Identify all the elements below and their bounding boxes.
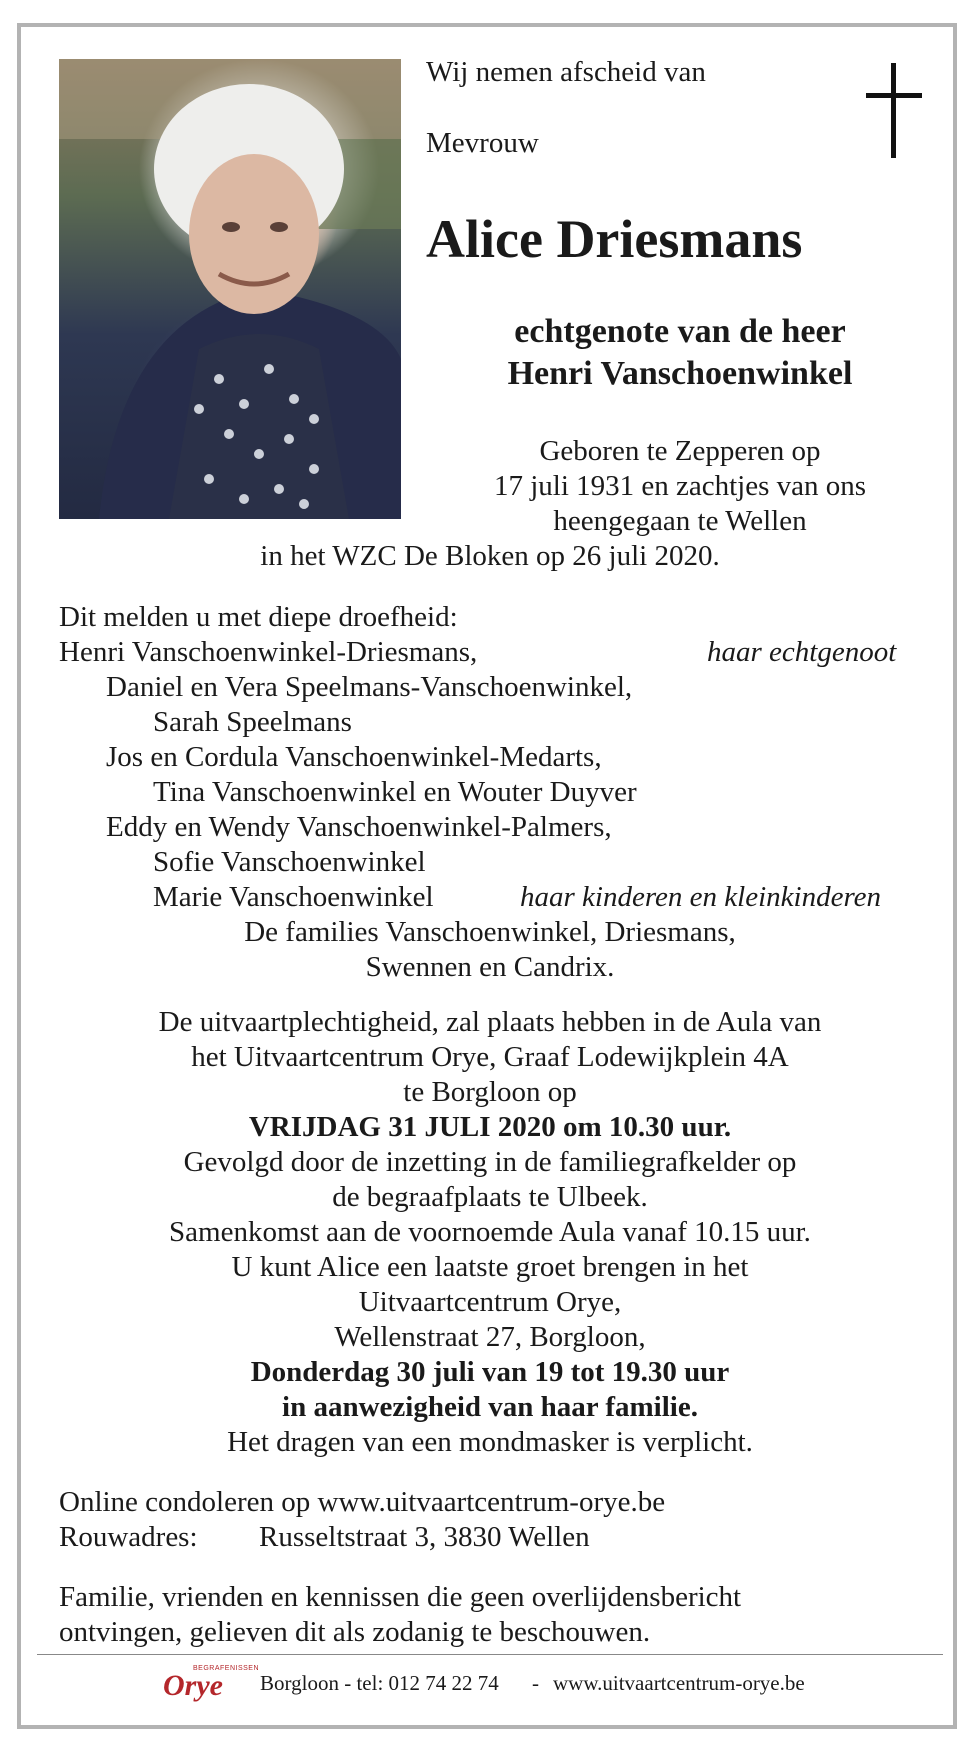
ceremony-line-9: Wellenstraat 27, Borgloon,	[334, 1321, 646, 1353]
family-line-6: Sofie Vanschoenwinkel	[153, 846, 426, 878]
family-intro: Dit melden u met diepe droefheid:	[59, 601, 458, 633]
ceremony-line-1: De uitvaartplechtigheid, zal plaats hebben in de Aula van	[158, 1006, 822, 1038]
family-spouse-name: Henri Vanschoenwinkel-Driesmans,	[59, 636, 478, 668]
birth-line-2: 17 juli 1931 en zachtjes van ons	[493, 470, 867, 502]
visit-line-2: in aanwezigheid van haar familie.	[282, 1391, 698, 1423]
birth-line-3: heengegaan te Wellen	[553, 505, 807, 537]
ceremony-line-6: Samenkomst aan de voornoemde Aula vanaf 10.15 uur.	[169, 1216, 811, 1248]
portrait-illustration	[59, 59, 401, 519]
intro-text: Wij nemen afscheid van	[426, 56, 706, 88]
ceremony-line-5: de begraafplaats te Ulbeek.	[332, 1181, 648, 1213]
footer-phone: Borgloon - tel: 012 74 22 74	[260, 1671, 499, 1695]
footer-dash: -	[532, 1671, 539, 1695]
cross-icon-bar	[866, 93, 922, 98]
ceremony-line-10: Het dragen van een mondmasker is verplicht.	[227, 1426, 753, 1458]
birth-line-1: Geboren te Zepperen op	[539, 435, 821, 467]
cross-icon	[891, 63, 896, 158]
family-line-3: Jos en Cordula Vanschoenwinkel-Medarts,	[106, 741, 602, 773]
families-line-1: De families Vanschoenwinkel, Driesmans,	[244, 916, 736, 948]
ceremony-date: VRIJDAG 31 JULI 2020 om 10.30 uur.	[248, 1111, 732, 1143]
spouse-line-2: Henri Vanschoenwinkel	[507, 355, 853, 392]
family-spouse-role: haar echtgenoot	[707, 636, 897, 668]
orye-logo	[163, 1665, 260, 1705]
ceremony-line-7: U kunt Alice een laatste groet brengen in het	[231, 1251, 749, 1283]
ceremony-line-8: Uitvaartcentrum Orye,	[358, 1286, 622, 1318]
deceased-name: Alice Driesmans	[426, 209, 803, 269]
ceremony-line-4: Gevolgd door de inzetting in de familiegrafkelder op	[183, 1146, 797, 1178]
visit-line-1: Donderdag 30 juli van 19 tot 19.30 uur	[250, 1356, 730, 1388]
address-value: Russeltstraat 3, 3830 Wellen	[259, 1521, 590, 1553]
note-line-1: Familie, vrienden en kennissen die geen overlijdensbericht	[59, 1581, 742, 1613]
portrait-photo	[59, 59, 401, 519]
family-line-1: Daniel en Vera Speelmans-Vanschoenwinkel,	[106, 671, 633, 703]
spouse-line-1: echtgenote van de heer	[514, 313, 846, 350]
family-children-role: haar kinderen en kleinkinderen	[520, 881, 882, 913]
ceremony-line-3: te Borgloon op	[403, 1076, 577, 1108]
families-line-2: Swennen en Candrix.	[365, 951, 615, 983]
logo-text: Orye	[163, 1669, 223, 1702]
family-line-4: Tina Vanschoenwinkel en Wouter Duyver	[153, 776, 637, 808]
ceremony-line-2: het Uitvaartcentrum Orye, Graaf Lodewijkplein 4A	[191, 1041, 789, 1073]
family-line-2: Sarah Speelmans	[153, 706, 352, 738]
birth-line-4: in het WZC De Bloken op 26 juli 2020.	[260, 540, 720, 572]
family-line-7: Marie Vanschoenwinkel	[153, 881, 434, 913]
online-condolence: Online condoleren op www.uitvaartcentrum-orye.be	[59, 1486, 666, 1518]
family-line-5: Eddy en Wendy Vanschoenwinkel-Palmers,	[106, 811, 612, 843]
salutation: Mevrouw	[426, 127, 539, 159]
logo-subtitle: BEGRAFENISSEN	[193, 1665, 260, 1672]
footer-website[interactable]: www.uitvaartcentrum-orye.be	[553, 1671, 805, 1695]
address-label: Rouwadres:	[59, 1521, 198, 1553]
note-line-2: ontvingen, gelieven dit als zodanig te beschouwen.	[59, 1616, 651, 1648]
footer-divider	[37, 1654, 943, 1655]
